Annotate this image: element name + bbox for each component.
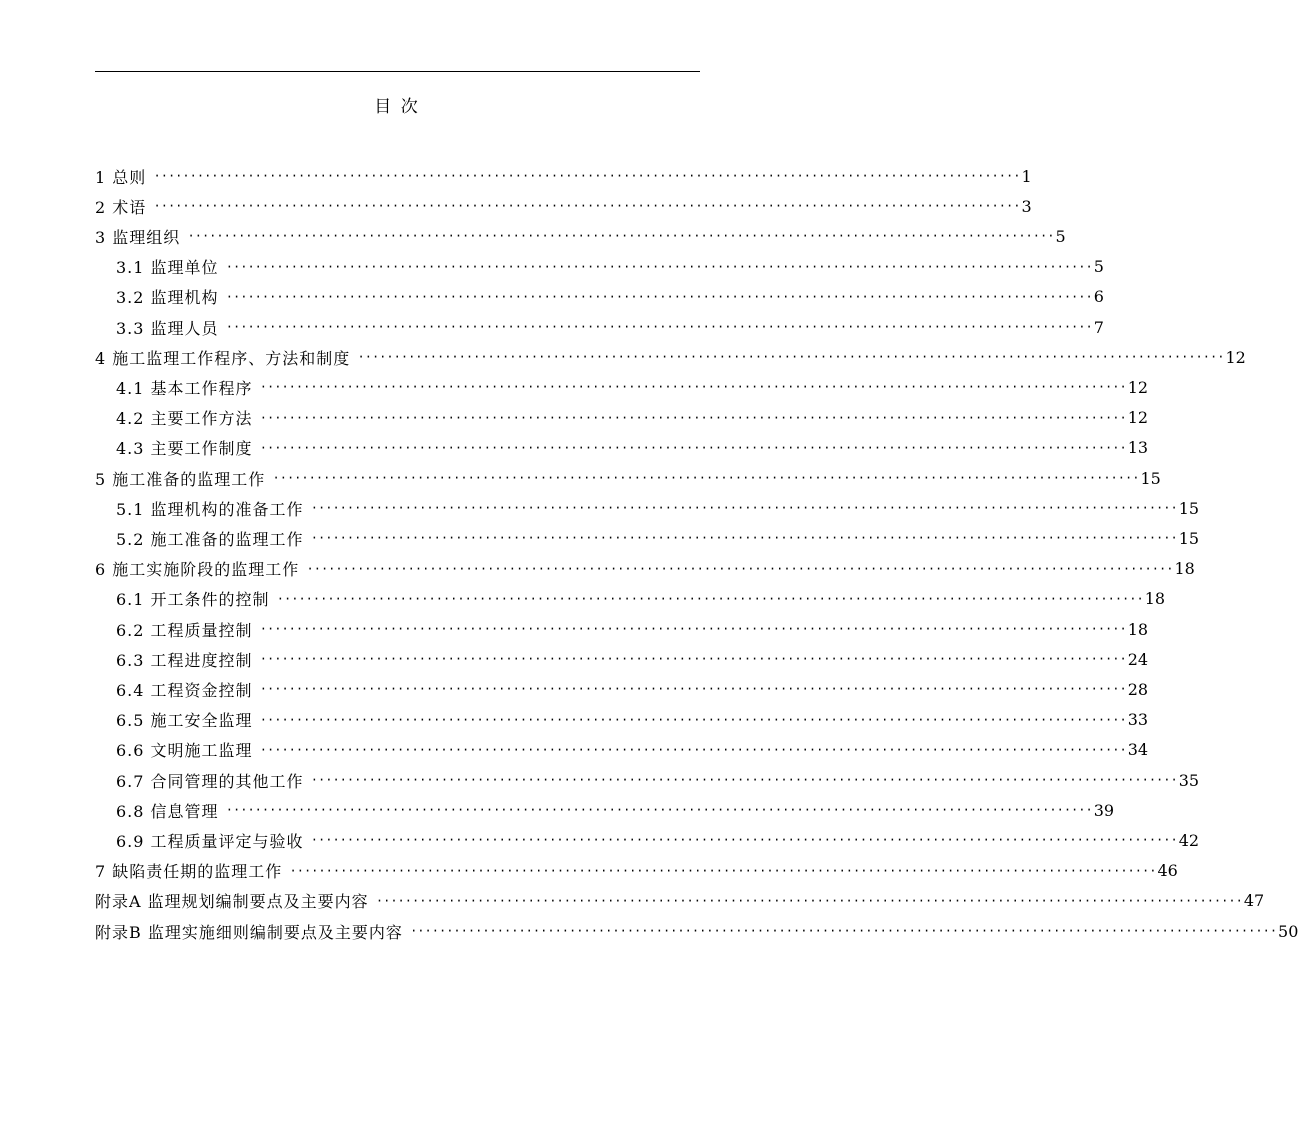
toc-entry[interactable]	[116, 677, 1149, 701]
toc-entry-page: 33	[1127, 710, 1149, 730]
toc-entry-label: 7 缺陷责任期的监理工作	[95, 862, 283, 882]
toc-entry-label: 3.3 监理人员	[116, 318, 219, 338]
page-title: 目 次	[374, 97, 420, 117]
toc-entry-label: 3.1 监理单位	[116, 258, 219, 278]
toc-entry-page: 1	[1021, 166, 1032, 186]
toc-entry[interactable]	[116, 406, 1149, 430]
dot-leader: ························································································································	[252, 622, 1127, 636]
toc-entry-page: 13	[1127, 438, 1149, 458]
toc-entry-page: 12	[1127, 377, 1149, 397]
toc-entry[interactable]	[116, 798, 1115, 822]
toc-entry-label: 6.8 信息管理	[116, 801, 219, 821]
dot-leader: ························································································································	[218, 803, 1093, 818]
toc-entry-label: 3.2 监理机构	[116, 288, 219, 308]
toc-entry[interactable]	[95, 224, 1066, 248]
toc-entry[interactable]	[116, 768, 1200, 792]
toc-entry-label: 6.5 施工安全监理	[116, 711, 253, 731]
dot-leader: ························································································································	[180, 229, 1055, 244]
toc-entry[interactable]	[95, 889, 1265, 913]
toc-entry[interactable]	[116, 738, 1149, 762]
dot-leader: ························································································································	[303, 833, 1178, 848]
toc-entry-label: 6.3 工程进度控制	[116, 650, 253, 670]
toc-entry-label: 5.1 监理机构的准备工作	[116, 499, 304, 519]
toc-entry[interactable]	[95, 194, 1032, 218]
toc-entry[interactable]	[116, 526, 1200, 550]
toc-entry-page: 5	[1055, 226, 1066, 246]
toc-entry[interactable]	[95, 345, 1246, 369]
toc-entry[interactable]	[116, 255, 1104, 279]
toc-entry[interactable]	[95, 466, 1161, 490]
dot-leader: ························································································································	[282, 863, 1157, 878]
dot-leader: ························································································································	[218, 259, 1093, 274]
toc-entry-label: 1 总则	[95, 167, 147, 187]
toc-entry-label: 6.9 工程质量评定与验收	[116, 831, 304, 851]
toc-entry-page: 28	[1127, 679, 1149, 699]
toc-entry-label: 5.2 施工准备的监理工作	[116, 529, 304, 549]
toc-entry-page: 12	[1225, 347, 1246, 367]
toc-entry[interactable]	[116, 828, 1200, 852]
toc-entry-label: 4.3 主要工作制度	[116, 439, 253, 459]
toc-entry-page: 35	[1178, 770, 1200, 790]
toc-entry-label: 6 施工实施阶段的监理工作	[95, 560, 300, 580]
toc-entry-label: 5 施工准备的监理工作	[95, 469, 266, 489]
toc-entry[interactable]	[116, 617, 1149, 641]
dot-leader: ························································································································	[368, 893, 1243, 908]
toc-entry[interactable]	[116, 587, 1166, 611]
toc-entry-page: 15	[1178, 528, 1200, 548]
toc-entry-label: 6.4 工程资金控制	[116, 680, 253, 700]
toc-entry[interactable]	[116, 315, 1104, 339]
toc-entry[interactable]	[116, 708, 1149, 732]
toc-entry[interactable]	[116, 496, 1200, 520]
toc-entry-label: 6.7 合同管理的其他工作	[116, 771, 304, 791]
toc-entry-page: 12	[1127, 408, 1149, 428]
toc-entry[interactable]	[95, 859, 1178, 883]
dot-leader: ························································································································	[252, 410, 1127, 425]
toc-entry-page: 15	[1178, 498, 1200, 518]
dot-leader: ························································································································	[402, 924, 1278, 938]
dot-leader: ························································································································	[269, 591, 1144, 606]
dot-leader: ························································································································	[252, 440, 1127, 455]
toc-entry-page: 5	[1093, 257, 1104, 277]
toc-entry-page: 50	[1278, 921, 1298, 941]
dot-leader: ························································································································	[252, 682, 1127, 697]
toc-entry-label: 4 施工监理工作程序、方法和制度	[95, 348, 351, 368]
dot-leader: ························································································································	[303, 501, 1178, 516]
toc-entry-label: 附录B 监理实施细则编制要点及主要内容	[95, 922, 403, 942]
toc-entry-page: 6	[1093, 287, 1104, 307]
dot-leader: ························································································································	[218, 289, 1093, 304]
dot-leader: ························································································································	[303, 773, 1178, 787]
toc-entry-label: 4.2 主要工作方法	[116, 409, 253, 429]
toc-entry-page: 7	[1093, 317, 1104, 337]
toc-entry-page: 39	[1093, 800, 1115, 820]
toc-entry[interactable]	[95, 557, 1195, 581]
toc-entry-page: 18	[1144, 589, 1166, 609]
toc-entry-page: 42	[1178, 830, 1200, 850]
toc-entry-page: 24	[1127, 649, 1149, 669]
toc-entry-label: 6.1 开工条件的控制	[116, 590, 270, 610]
toc-entry[interactable]	[116, 647, 1149, 671]
toc-entry-page: 18	[1174, 559, 1195, 579]
dot-leader: ························································································································	[303, 531, 1178, 546]
toc-entry-label: 6.6 文明施工监理	[116, 741, 253, 761]
toc-entry-page: 15	[1140, 468, 1161, 488]
dot-leader: ························································································································	[252, 742, 1127, 757]
dot-leader: ························································································································	[299, 561, 1174, 576]
toc-entry-label: 附录A 监理规划编制要点及主要内容	[95, 892, 369, 912]
dot-leader: ························································································································	[350, 350, 1225, 365]
toc-entry-label: 3 监理组织	[95, 227, 181, 247]
toc-entry[interactable]	[95, 919, 1298, 943]
toc-entry[interactable]	[116, 375, 1149, 399]
toc-entry[interactable]	[116, 285, 1104, 309]
toc-entry-label: 6.2 工程质量控制	[116, 620, 253, 640]
toc-entry-page: 47	[1243, 891, 1265, 911]
dot-leader: ························································································································	[218, 320, 1093, 334]
toc-entry-page: 46	[1157, 861, 1178, 881]
dot-leader: ························································································································	[146, 199, 1021, 214]
toc-entry-label: 4.1 基本工作程序	[116, 378, 253, 398]
dot-leader: ························································································································	[252, 712, 1127, 727]
dot-leader: ························································································································	[146, 169, 1021, 183]
toc-entry-page: 3	[1021, 196, 1032, 216]
toc-entry[interactable]	[116, 436, 1149, 460]
dot-leader: ························································································································	[265, 471, 1140, 485]
toc-entry-page: 18	[1127, 619, 1149, 639]
dot-leader: ························································································································	[252, 380, 1127, 395]
toc-entry[interactable]	[95, 164, 1032, 188]
toc-entry-label: 2 术语	[95, 197, 147, 217]
toc-entry-page: 34	[1127, 740, 1149, 760]
dot-leader: ························································································································	[252, 652, 1127, 667]
